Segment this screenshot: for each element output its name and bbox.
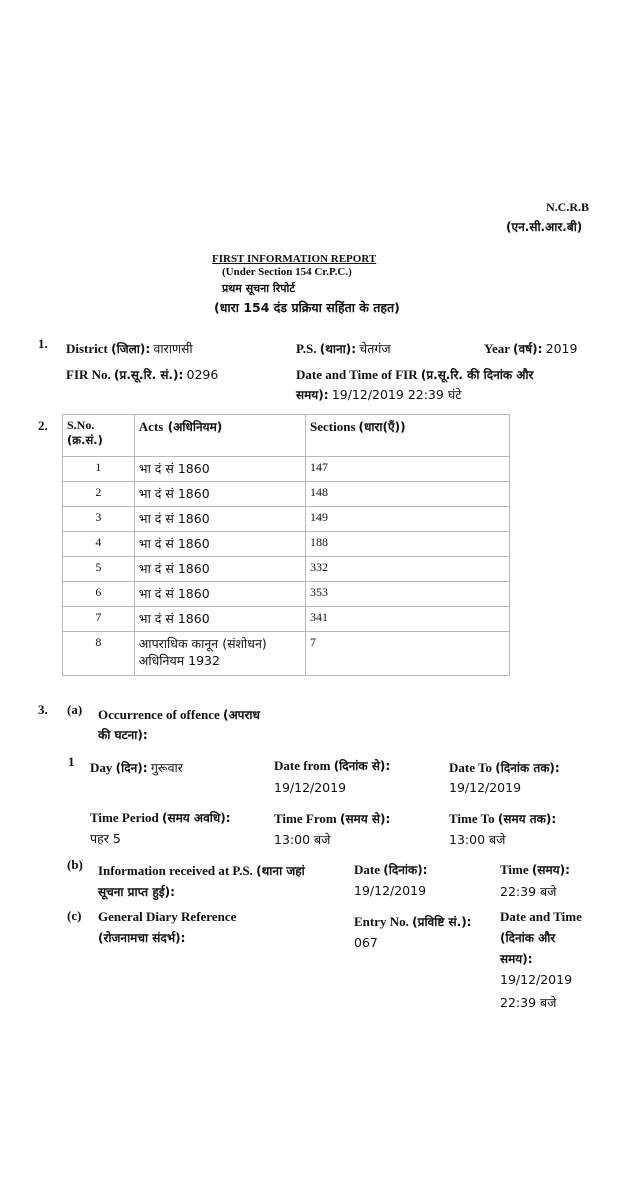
row-sno: 2 [63, 482, 135, 507]
time-period-label: Time Period (समय अवधि): [90, 810, 231, 825]
row-act: भा दं सं 1860 [134, 457, 305, 482]
year-value: 2019 [545, 341, 578, 356]
gd-datetime-label: Date and Time [500, 909, 582, 924]
header-sno: S.No. (क्र.सं.) [63, 415, 135, 457]
row-section: 147 [306, 457, 510, 482]
day-label: Day (दिन): गुरूवार [90, 760, 183, 775]
info-time-label: Time (समय): [500, 862, 570, 877]
time-to-label: Time To (समय तक): [449, 811, 557, 826]
table-row [63, 507, 510, 532]
gd-time-value: 22:39 बजे [500, 995, 557, 1010]
gd-reference-label-hi: (रोजनामचा संदर्भ): [98, 931, 186, 945]
sub-a-label: (a) [67, 702, 83, 717]
sub-b-label: (b) [67, 857, 83, 872]
table-row [63, 632, 510, 676]
section-2-number: 2. [38, 418, 48, 433]
subtitle-hi: (धारा 154 दंड प्रक्रिया सहिंता के तहत) [214, 300, 400, 315]
section-1-number: 1. [38, 336, 48, 351]
ps-value: चेतगंज [359, 341, 391, 356]
section-3-number: 3. [38, 702, 48, 717]
row-sno: 1 [63, 457, 135, 482]
row-sno: 4 [63, 532, 135, 557]
title-hi: प्रथम सूचना रिपोर्ट [222, 282, 295, 295]
row-section: 148 [306, 482, 510, 507]
info-date-value: 19/12/2019 [354, 883, 427, 898]
info-time-value: 22:39 बजे [500, 884, 557, 899]
sub-c-label: (c) [67, 908, 82, 923]
table-row [63, 532, 510, 557]
acts-table [62, 414, 510, 676]
title-en: FIRST INFORMATION REPORT [212, 253, 377, 265]
date-to-label: Date To (दिनांक तक): [449, 760, 560, 775]
fir-label: FIR No. (प्र.सू.रि. सं.): 0296 [66, 367, 219, 382]
subtitle-en: (Under Section 154 Cr.P.C.) [222, 266, 352, 278]
row-section: 149 [306, 507, 510, 532]
ncrb-hi: (एन.सी.आर.बी) [506, 220, 583, 234]
table-row [63, 582, 510, 607]
info-received-label: Information received at P.S. (थाना जहां [98, 863, 305, 878]
row-sno: 6 [63, 582, 135, 607]
acts-table-header [63, 415, 510, 457]
row-section: 188 [306, 532, 510, 557]
info-received-label-2: सूचना प्राप्त हुई): [98, 885, 175, 899]
row-act: भा दं सं 1860 [134, 557, 305, 582]
row-act: भा दं सं 1860 [134, 507, 305, 532]
row-sno: 3 [63, 507, 135, 532]
time-period-value: पहर 5 [90, 831, 121, 846]
entry-no-value: 067 [354, 935, 378, 950]
district-label: District (जिला): वाराणसी [66, 341, 193, 356]
row-act: भा दं सं 1860 [134, 582, 305, 607]
ncrb-en: N.C.R.B [546, 200, 590, 214]
row-section: 341 [306, 607, 510, 632]
header-acts: Acts (अधिनियम) [134, 415, 305, 457]
row-act: आपराधिक कानून (संशोधन) अधिनियम 1932 [134, 632, 305, 676]
item-number: 1 [68, 754, 75, 769]
header-sections: Sections (धारा(एँ)) [306, 415, 510, 457]
gd-datetime-label-hi: (दिनांक और [500, 931, 556, 945]
row-act: भा दं सं 1860 [134, 607, 305, 632]
info-date-label: Date (दिनांक): [354, 862, 428, 877]
gd-reference-label: General Diary Reference [98, 909, 237, 924]
occurrence-label-2: की घटना): [98, 728, 148, 742]
occurrence-label: Occurrence of offence (अपराध [98, 707, 260, 722]
row-sno: 8 [63, 632, 135, 676]
row-sno: 7 [63, 607, 135, 632]
table-row [63, 557, 510, 582]
table-row [63, 457, 510, 482]
table-row [63, 607, 510, 632]
fir-datetime-label: Date and Time of FIR (प्र.सू.रि. की दिनांक और [296, 367, 534, 382]
row-act: भा दं सं 1860 [134, 482, 305, 507]
row-section: 7 [306, 632, 510, 676]
day-value: गुरूवार [150, 760, 183, 775]
fir-datetime-label-2: समय): 19/12/2019 22:39 घंटे [296, 387, 462, 402]
time-from-value: 13:00 बजे [274, 832, 331, 847]
entry-no-label: Entry No. (प्रविष्टि सं.): [354, 914, 472, 929]
date-from-value: 19/12/2019 [274, 780, 347, 795]
gd-datetime-label-hi-2: समय): [500, 952, 533, 966]
time-from-label: Time From (समय से): [274, 811, 391, 826]
date-from-label: Date from (दिनांक से): [274, 758, 391, 773]
fir-value: 0296 [186, 367, 219, 382]
district-value: वाराणसी [153, 341, 193, 356]
table-row [63, 482, 510, 507]
row-section: 332 [306, 557, 510, 582]
gd-date-value: 19/12/2019 [500, 972, 573, 987]
date-to-value: 19/12/2019 [449, 780, 522, 795]
row-section: 353 [306, 582, 510, 607]
year-label: Year (वर्ष): 2019 [484, 341, 578, 356]
ps-label: P.S. (थाना): चेतगंज [296, 341, 391, 356]
row-sno: 5 [63, 557, 135, 582]
row-act: भा दं सं 1860 [134, 532, 305, 557]
fir-datetime-value: 19/12/2019 22:39 घंटे [331, 387, 462, 402]
time-to-value: 13:00 बजे [449, 832, 506, 847]
